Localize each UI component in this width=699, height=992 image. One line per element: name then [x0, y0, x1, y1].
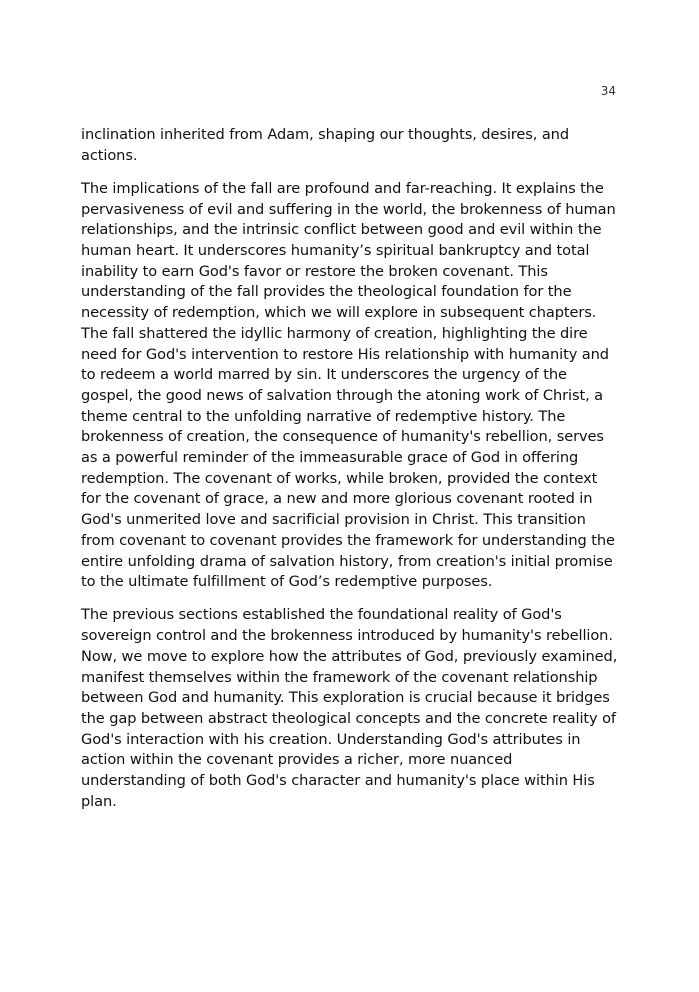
paragraph-1: inclination inherited from Adam, shaping our thoughts, desires, and actions. — [81, 126, 569, 164]
page-number: 34 — [600, 84, 616, 98]
body-text — [81, 125, 621, 825]
paragraph-2: The implications of the fall are profound and far-reaching. It explains the pervasiveness of evil and suffering in the world, the brokenness of human relationships, and the intrinsic conflict between good and evil within the human heart. It underscores humanity’s spiritual bankruptcy and total inability to earn God's favor or restore the broken covenant. This understanding of the fall provides the theological foundation for the necessity of redemption, which we will explore in subsequent chapters. The fall shattered the idyllic harmony of creation, highlighting the dire need for God's intervention to restore His relationship with humanity and to redeem a world marred by sin. It underscores the urgency of the gospel, the good news of salvation through the atoning work of Christ, a theme central to the unfolding narrative of redemptive history. The brokenness of creation, the consequence of humanity's rebellion, serves as a powerful reminder of the immeasurable grace of God in offering redemption. The covenant of works, while broken, provided the context for the covenant of grace, a new and more glorious covenant rooted in God's unmerited love and sacrificial provision in Christ. This transition from covenant to covenant provides the framework for understanding the entire unfolding drama of salvation history, from creation's initial promise to the ultimate fulfillment of God’s redemptive purposes. — [81, 179, 616, 591]
paragraph-3: The previous sections established the foundational reality of God's sovereign control and the brokenness introduced by humanity's rebellion. Now, we move to explore how the attributes of God, previously examined, manifest themselves within the framework of the covenant relationship between God and humanity. This exploration is crucial because it bridges the gap between abstract theological concepts and the concrete reality of God's interaction with his creation. Understanding God's attributes in action within the covenant provides a richer, more nuanced understanding of both God's character and humanity's place within His plan. — [81, 606, 618, 810]
